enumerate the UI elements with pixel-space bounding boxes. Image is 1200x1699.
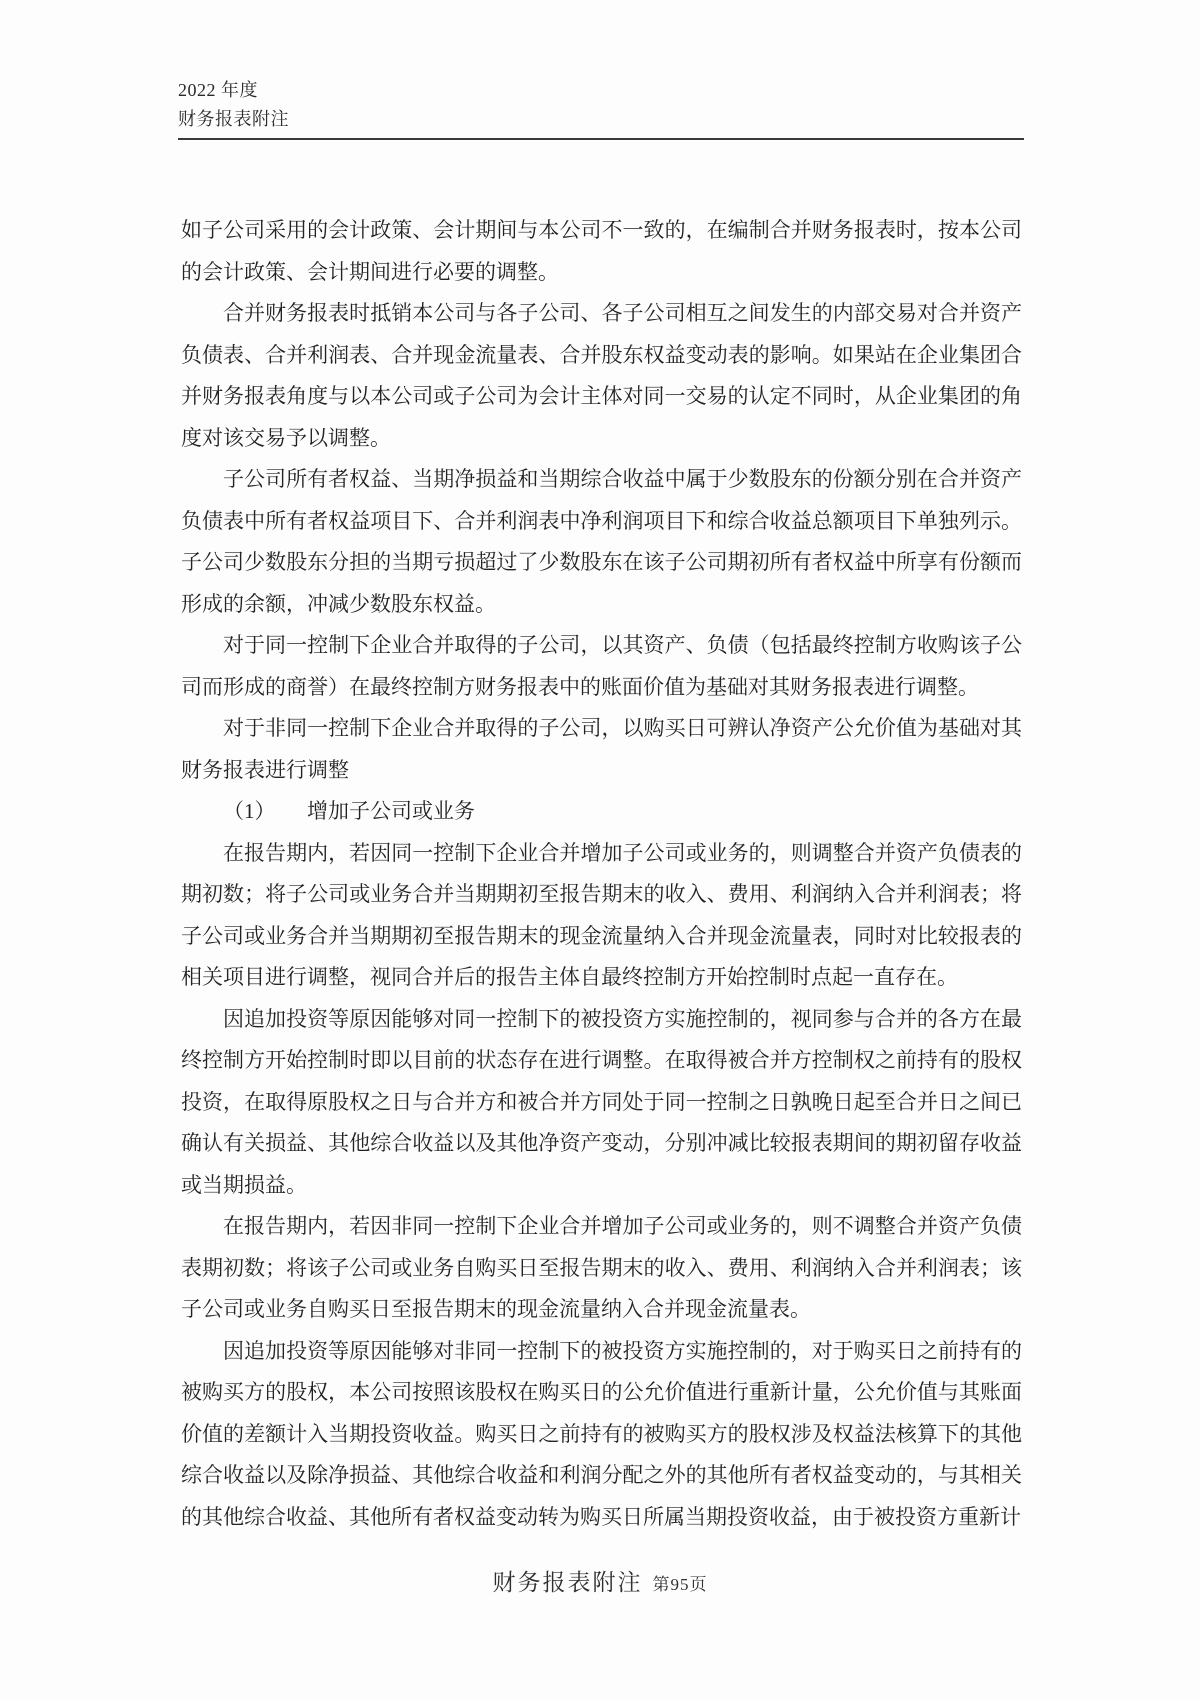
body-paragraph: 在报告期内，若因同一控制下企业合并增加子公司或业务的，则调整合并资产负债表的期初数；将子公司或业务合并当期期初至报告期末的收入、费用、利润纳入合并利润表；将子公司或业务合并当期期初至报告期末的现金流量纳入合并现金流量表，同时对比较报表的相关项目进行调整，视同合并后的报告主体自最终控制方开始控制时点起一直存在。: [181, 840, 1022, 989]
page-footer: [0, 1564, 1200, 1597]
body-paragraph: 因追加投资等原因能够对非同一控制下的被投资方实施控制的，对于购买日之前持有的被购买方的股权，本公司按照该股权在购买日的公允价值进行重新计量，公允价值与其账面价值的差额计入当期投资收益。购买日之前持有的被购买方的股权涉及权益法核算下的其他综合收益以及除净损益、其他综合收益和利润分配之外的其他所有者权益变动的，与其相关的其他综合收益、其他所有者权益变动转为购买日所属当期投资收益，由于被投资方重新计: [181, 1338, 1022, 1529]
section-heading: （1） 增加子公司或业务: [223, 799, 475, 823]
body-paragraph: 子公司所有者权益、当期净损益和当期综合收益中属于少数股东的份额分别在合并资产负债表中所有者权益项目下、合并利润表中净利润项目下和综合收益总额项目下单独列示。子公司少数股东分担的当期亏损超过了少数股东在该子公司期初所有者权益中所享有份额而形成的余额，冲减少数股东权益。: [181, 467, 1022, 616]
body-paragraph: 合并财务报表时抵销本公司与各子公司、各子公司相互之间发生的内部交易对合并资产负债表、合并利润表、合并现金流量表、合并股东权益变动表的影响。如果站在企业集团合并财务报表角度与以本公司或子公司为会计主体对同一交易的认定不同时，从企业集团的角度对该交易予以调整。: [181, 301, 1022, 450]
body-paragraph: 对于同一控制下企业合并取得的子公司，以其资产、负债（包括最终控制方收购该子公司而形成的商誉）在最终控制方财务报表中的账面价值为基础对其财务报表进行调整。: [181, 633, 1022, 699]
footer-title: 财务报表附注: [492, 1570, 643, 1595]
body-paragraph: 因追加投资等原因能够对同一控制下的被投资方实施控制的，视同参与合并的各方在最终控制方开始控制时即以目前的状态存在进行调整。在取得被合并方控制权之前持有的股权投资，在取得原股权之日与合并方和被合并方同处于同一控制之日孰晚日起至合并日之间已确认有关损益、其他综合收益以及其他净资产变动，分别冲减比较报表期间的期初留存收益或当期损益。: [181, 1006, 1022, 1197]
header-doc-title: 财务报表附注: [178, 109, 289, 129]
body-paragraph: 在报告期内，若因非同一控制下企业合并增加子公司或业务的，则不调整合并资产负债表期初数；将该子公司或业务自购买日至报告期末的收入、费用、利润纳入合并利润表；该子公司或业务自购买日至报告期末的现金流量纳入合并现金流量表。: [181, 1214, 1022, 1321]
page-header: [178, 76, 1024, 140]
document-body: [181, 210, 1022, 1538]
body-paragraph: 如子公司采用的会计政策、会计期间与本公司不一致的，在编制合并财务报表时，按本公司的会计政策、会计期间进行必要的调整。: [181, 218, 1022, 284]
body-paragraph: 对于非同一控制下企业合并取得的子公司，以购买日可辨认净资产公允价值为基础对其财务报表进行调整: [181, 716, 1022, 782]
footer-page-number: 第95页: [652, 1575, 708, 1594]
header-year: 2022 年度: [178, 80, 258, 100]
